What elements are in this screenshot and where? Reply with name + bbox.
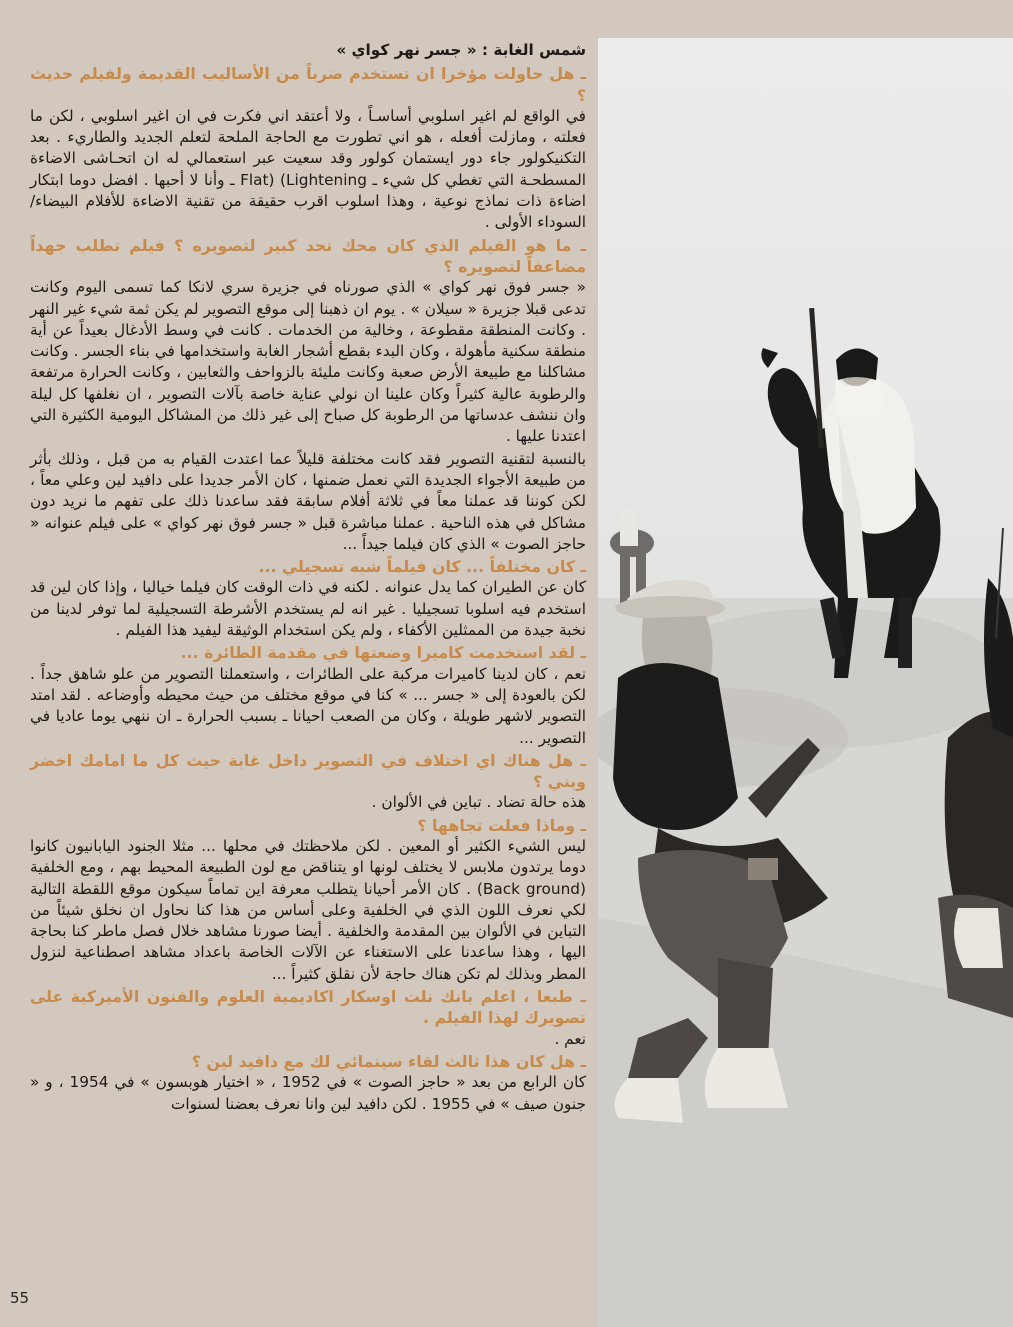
answer: كان الرابع من بعد « حاجز الصوت » في 1952 ، « اختيار هوبسون » في 1954 ، و « جنون صيف » في 1955 . لكن دافيد لين وانا نعرف بعضنا لسنوات bbox=[30, 1073, 587, 1113]
desert-horseman-photo bbox=[598, 38, 1013, 1327]
question: ـ لقد استخدمت كاميرا وضعتها في مقدمة الطائرة ... bbox=[180, 643, 586, 663]
question: ـ ما هو الفيلم الذي كان محك تحد كبير لتصويره ؟ فيلم تطلب جهداً مضاعفاً لتصويره ؟ bbox=[30, 235, 586, 276]
answer: كان عن الطيران كما يدل عنوانه . لكنه في ذات الوقت كان فيلما خياليا ، وإذا كان لين قد استخدم فيه اسلوبا تسجيليا . غير انه لم يستخدم الأشرطة التسجيلية لما توفر لدينا من نخبة جيدة من الممثلين الأكفاء ، ولم يكن استخدام الوثيقة ليفيد هذا الفيلم . bbox=[30, 578, 586, 640]
question: ـ هل هناك اي اختلاف في التصوير داخل غابة حيث كل ما امامك اخضر وبني ؟ bbox=[30, 750, 586, 792]
page-number: 55 bbox=[10, 1289, 30, 1307]
answer: « جسر فوق نهر كواي » الذي صورناه في جزيرة سري لانكا كما تسمى اليوم وكانت تدعى قبلا جزيرة « سيلان » . يوم ان ذهبنا إلى موقع التصوير لم يكن ثمة شيء غير النهر . وكانت المنطقة مقطوعة ، وخالية من الخدمات . كانت في وسط الأدغال بعيداً عن أية منطقة سكنية مأهولة ، وكان البدء بقطع أشجار الغابة واستخدامها في بناء الجسر . وكانت مشاكلنا مع طبيعة الأرض صعبة وكانت مليئة بالزواحف والثعابين ، وكانت الحرارة مرتفعة والرطوبة عالية كثيراً وكان علينا ان نولي عناية خاصة بآلات التصوير ، ان نغلفها كل ليلة وان ننشف عدساتها من الرطوبة كل صباح إلى غير ذلك من المشاكل اليومية الكثيرة التي اعتدنا عليها . bbox=[30, 278, 586, 446]
answer: بالنسبة لتقنية التصوير فقد كانت مختلفة قليلاً عما اعتدت القيام به من قبل ، وذلك بأثر من طبيعة الأجواء الجديدة التي نعمل ضمنها ، كان الأمر جديدا على دافيد لين وعلي معاً ، لكن كوننا قد عملنا معاً في ثلاثة أفلام سابقة فقد ساعدنا ذلك على تفهم ما نريد دون مشاكل في هذه الناحية . عملنا مباشرة قبل « جسر فوق نهر كواي » على فيلم عنوانه « حاجز الصوت » الذي كان فيلما جيداً ... bbox=[30, 449, 586, 553]
question: ـ وماذا فعلت تجاهها ؟ bbox=[417, 815, 586, 835]
answer: نعم ، كان لدينا كاميرات مركبة على الطائرات ، واستعملنا التصوير من علو شاهق جداً . لكن بالعودة إلى « جسر ... » كنا في موقع مختلف من حيث محيطه وأوضاعه . لقد امتد التصوير لاشهر طويلة ، وكان من الصعب احيانا ـ بسبب الحرارة ـ ان ننهي يوما عاديا في التصوير ... bbox=[30, 664, 586, 747]
question: ـ كان مختلفاً ... كان فيلماً شبه تسجيلي ... bbox=[258, 557, 586, 577]
answer: في الواقع لم اغير اسلوبي أساسـاً ، ولا أعتقد اني فكرت في ان اغير اسلوبي ، لكن ما فعلته ، ومازلت أفعله ، هو اني تطورت مع الحاجة الملحة لتعلم الجديد والطاريء . بعد التكنيكولور جاء دور ايستمان كولور وقد سعيت عبر استعمالي له ان اتحـاشى الاضاءة المسطحـة التي تغطي كل شيء ـ Flat) (Lightening ـ وأنا لا أحبها . افضل دوما ابتكار اضاءة ذات نماذج نوعية ، وهذا اسلوب اقرب حقيقة من تقنية الاضاءة للأفلام البيضاء/السوداء الأولى . bbox=[30, 106, 586, 232]
answer: نعم . bbox=[554, 1029, 586, 1048]
question: ـ هل كان هذا ثالث لقاء سينمائي لك مع دافيد لين ؟ bbox=[191, 1051, 586, 1071]
article-column bbox=[30, 40, 586, 1245]
article-header: شمس الغابة : « جسر نهر كواي » bbox=[336, 41, 586, 59]
answer: هذه حالة تضاد . تباين في الألوان . bbox=[371, 793, 586, 812]
question: ـ طبعا ، اعلم بانك نلت اوسكار اكاديمية العلوم والفنون الأميركية على تصويرك لهذا الفيلم . bbox=[30, 987, 586, 1028]
question: ـ هل حاولت مؤخرا ان تستخدم ضرباً من الأساليب القديمة ولفيلم حديث ؟ bbox=[30, 64, 586, 105]
answer: ليس الشيء الكثير أو المعين . لكن ملاحظتك في محلها ... مثلا الجنود اليابانيون كانوا دوما يرتدون ملابس لا يختلف لونها او يتناقض مع لون الطبيعة المحيط بهم ، ومع الخلفية (Back ground) . كان الأمر أحيانا يتطلب معرفة اين تماماً سيكون موقع اللقطة التالية لكي نعرف اللون الذي في الخلفية وعلى أساس من هذا كنا نحاول ان نخلق شيئاً من التباين في الألوان بين المقدمة والخلفية . أيضا صورنا مشاهد خلال فصل ماطر كنا بحاجة اليها ، وهذا ساعدنا على الاستغناء عن الآلات الخاصة باعداد مشاهد اصطناعية لنزول المطر وبذلك لم تكن هناك حاجة لأن نقلق كثيراً ... bbox=[30, 836, 586, 983]
